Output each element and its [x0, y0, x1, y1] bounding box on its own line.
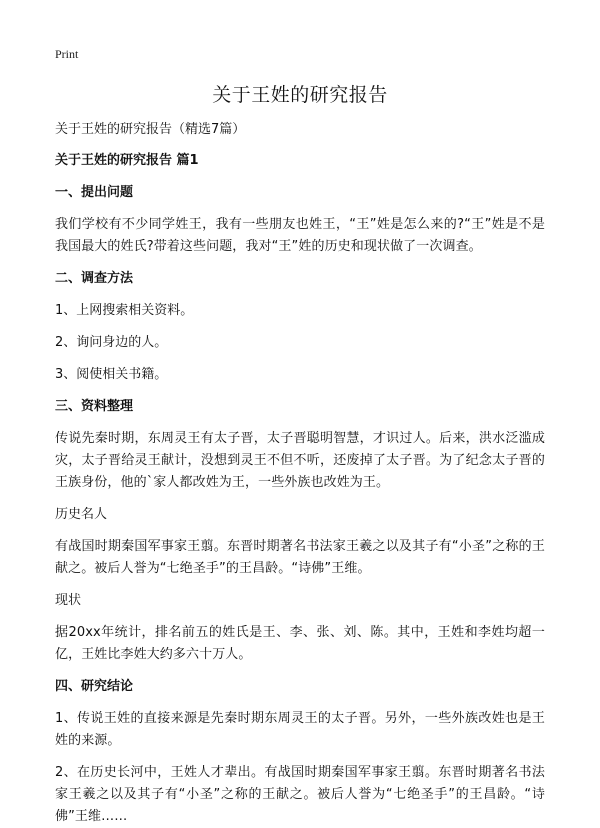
conclusion-item-2: 2、在历史长河中，王姓人才辈出。有战国时期秦国军事家王翦。东晋时期著名书法家王羲之以及其子有“小圣”之称的王献之。被后人誉为“七绝圣手”的王昌龄。“诗佛”王维…… [55, 765, 545, 824]
section-heading-problem: 一、提出问题 [55, 185, 134, 200]
famous-people-label: 历史名人 [55, 507, 108, 522]
document-subtitle: 关于王姓的研究报告（精选7篇） [55, 122, 246, 137]
famous-people-paragraph: 有战国时期秦国军事家王翦。东晋时期著名书法家王羲之以及其子有“小圣”之称的王献之。被后人誉为“七绝圣手”的王昌龄。“诗佛”王维。 [55, 539, 545, 576]
section-heading-method: 二、调查方法 [55, 271, 134, 286]
method-item-3: 3、阅使相关书籍。 [55, 367, 168, 382]
section-heading-data: 三、资料整理 [55, 399, 134, 414]
history-paragraph: 传说先秦时期，东周灵王有太子晋，太子晋聪明智慧，才识过人。后来，洪水泛滥成灾，太子晋给灵王献计，没想到灵王不但不听，还废掉了太子晋。为了纪念太子晋的王族身份，他的`家人都改姓为王，一些外族也改姓为王。 [55, 431, 545, 490]
status-paragraph: 据20xx年统计，排名前五的姓氏是王、李、张、刘、陈。其中，王姓和李姓均超一亿，王姓比李姓大约多六十万人。 [55, 625, 545, 662]
problem-paragraph: 我们学校有不少同学姓王，我有一些朋友也姓王，“王”姓是怎么来的?“王”姓是不是我国最大的姓氏?带着这些问题，我对“王”姓的历史和现状做了一次调查。 [55, 217, 545, 254]
conclusion-item-1: 1、传说王姓的直接来源是先秦时期东周灵王的太子晋。另外，一些外族改姓也是王姓的来源。 [55, 711, 545, 748]
method-item-2: 2、询问身边的人。 [55, 335, 168, 350]
status-label: 现状 [55, 593, 82, 608]
section-heading-conclusion: 四、研究结论 [55, 679, 134, 694]
print-link[interactable]: Print [55, 47, 79, 61]
article-heading: 关于王姓的研究报告 篇1 [55, 153, 199, 168]
method-item-1: 1、上网搜索相关资料。 [55, 303, 194, 318]
page-title: 关于王姓的研究报告 [212, 84, 388, 106]
document-body [55, 119, 545, 828]
